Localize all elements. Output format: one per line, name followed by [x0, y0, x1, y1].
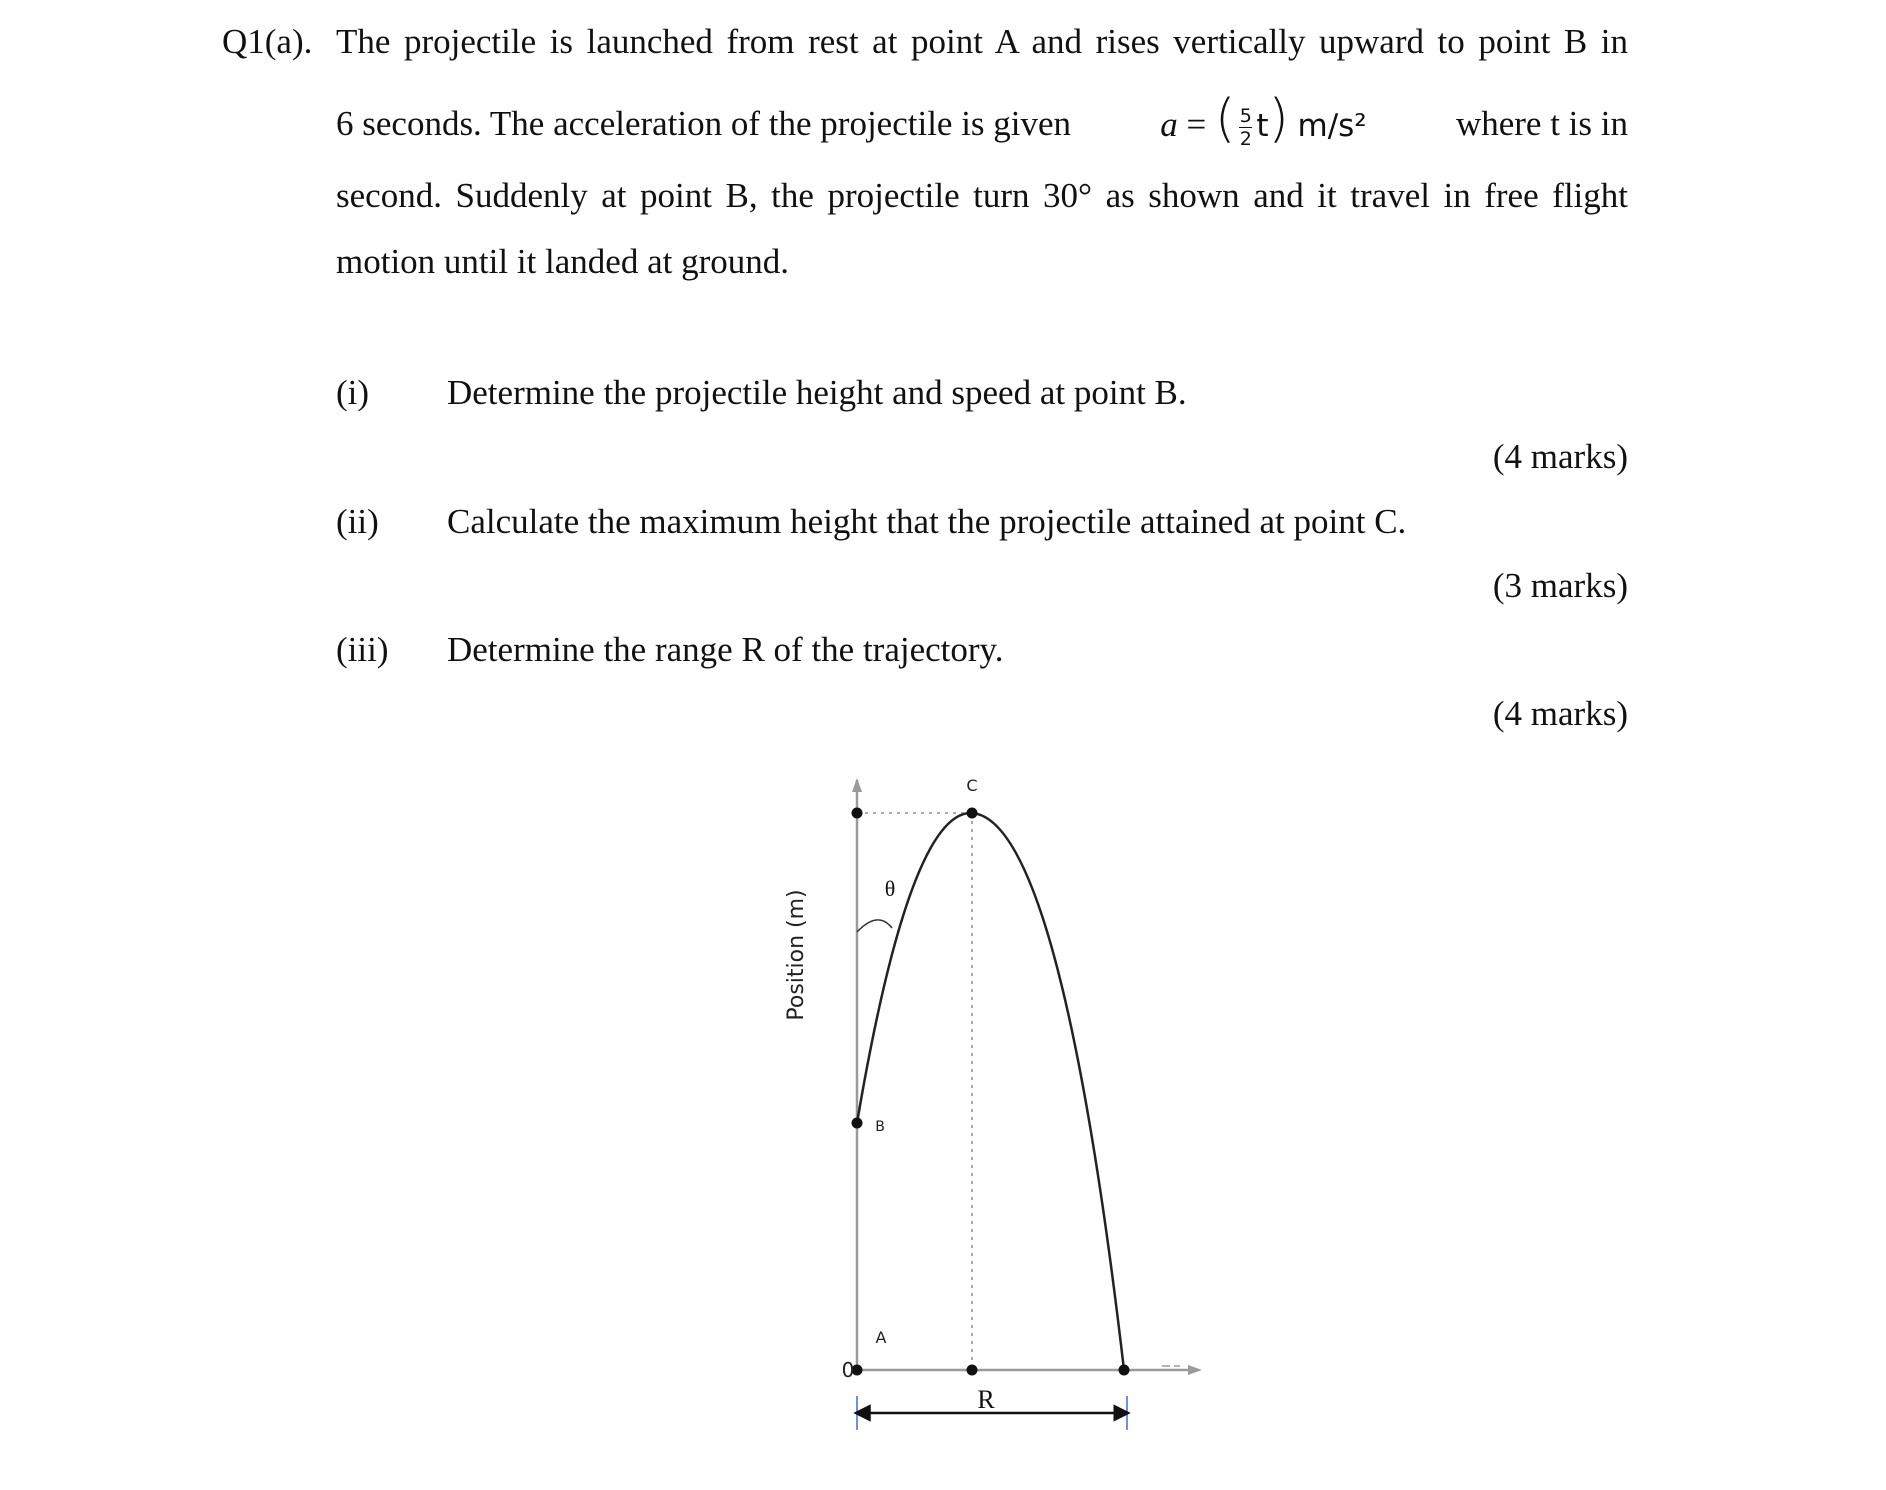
origin-label: 0	[841, 1358, 855, 1382]
right-paren-icon: )	[1268, 89, 1289, 149]
angle-label: θ	[884, 876, 896, 901]
question-line-3: second. Suddenly at point B, the projectile turn 30° as shown and it travel in free flight	[336, 176, 1628, 215]
math-equals: =	[1186, 105, 1207, 144]
landing-dot	[1119, 1365, 1130, 1376]
apex-foot-dot	[967, 1365, 978, 1376]
trajectory-figure	[770, 770, 1210, 1450]
question-line-2-end: where t is in	[1455, 104, 1628, 144]
part-iii-text: Determine the range R of the trajectory.	[447, 630, 1004, 669]
acceleration-formula	[1160, 89, 1367, 151]
trajectory-curve	[857, 813, 1124, 1370]
part-iii-label: (iii)	[336, 630, 389, 669]
range-label: R	[977, 1385, 995, 1414]
question-line-4: motion until it landed at ground.	[336, 242, 790, 281]
part-ii-text: Calculate the maximum height that the projectile attained at point C.	[447, 502, 1407, 541]
question-line-2	[336, 89, 1628, 151]
angle-arc	[857, 920, 892, 932]
point-c-label: C	[966, 776, 978, 795]
question-number: Q1(a).	[222, 22, 313, 61]
fraction-denominator: 2	[1239, 128, 1252, 151]
math-t: t	[1256, 108, 1269, 144]
y-axis-label: Position (m)	[784, 889, 809, 1021]
part-i-text: Determine the projectile height and speed at point B.	[447, 373, 1187, 412]
point-b-dot	[852, 1118, 863, 1129]
math-variable-a: a	[1160, 105, 1178, 144]
fraction	[1239, 106, 1252, 149]
part-i-label: (i)	[336, 373, 370, 412]
question-line-2-start: 6 seconds. The acceleration of the projectile is given	[336, 104, 1072, 144]
part-ii-marks: (3 marks)	[1492, 566, 1628, 605]
part-ii-label: (ii)	[336, 502, 379, 541]
question-line-1: The projectile is launched from rest at point A and rises vertically upward to point B in	[336, 22, 1628, 61]
y-axis-arrow-icon	[852, 778, 862, 792]
x-axis-arrow-icon	[1188, 1365, 1202, 1375]
math-unit: m/s²	[1297, 108, 1367, 144]
max-height-axis-dot	[852, 808, 863, 819]
point-b-label: B	[875, 1119, 885, 1135]
part-iii-marks: (4 marks)	[1492, 694, 1628, 733]
left-paren-icon: (	[1215, 89, 1236, 149]
point-a-label: A	[875, 1328, 887, 1347]
part-i-marks: (4 marks)	[1492, 437, 1628, 476]
point-c-dot	[967, 808, 978, 819]
fraction-numerator: 5	[1239, 105, 1252, 128]
